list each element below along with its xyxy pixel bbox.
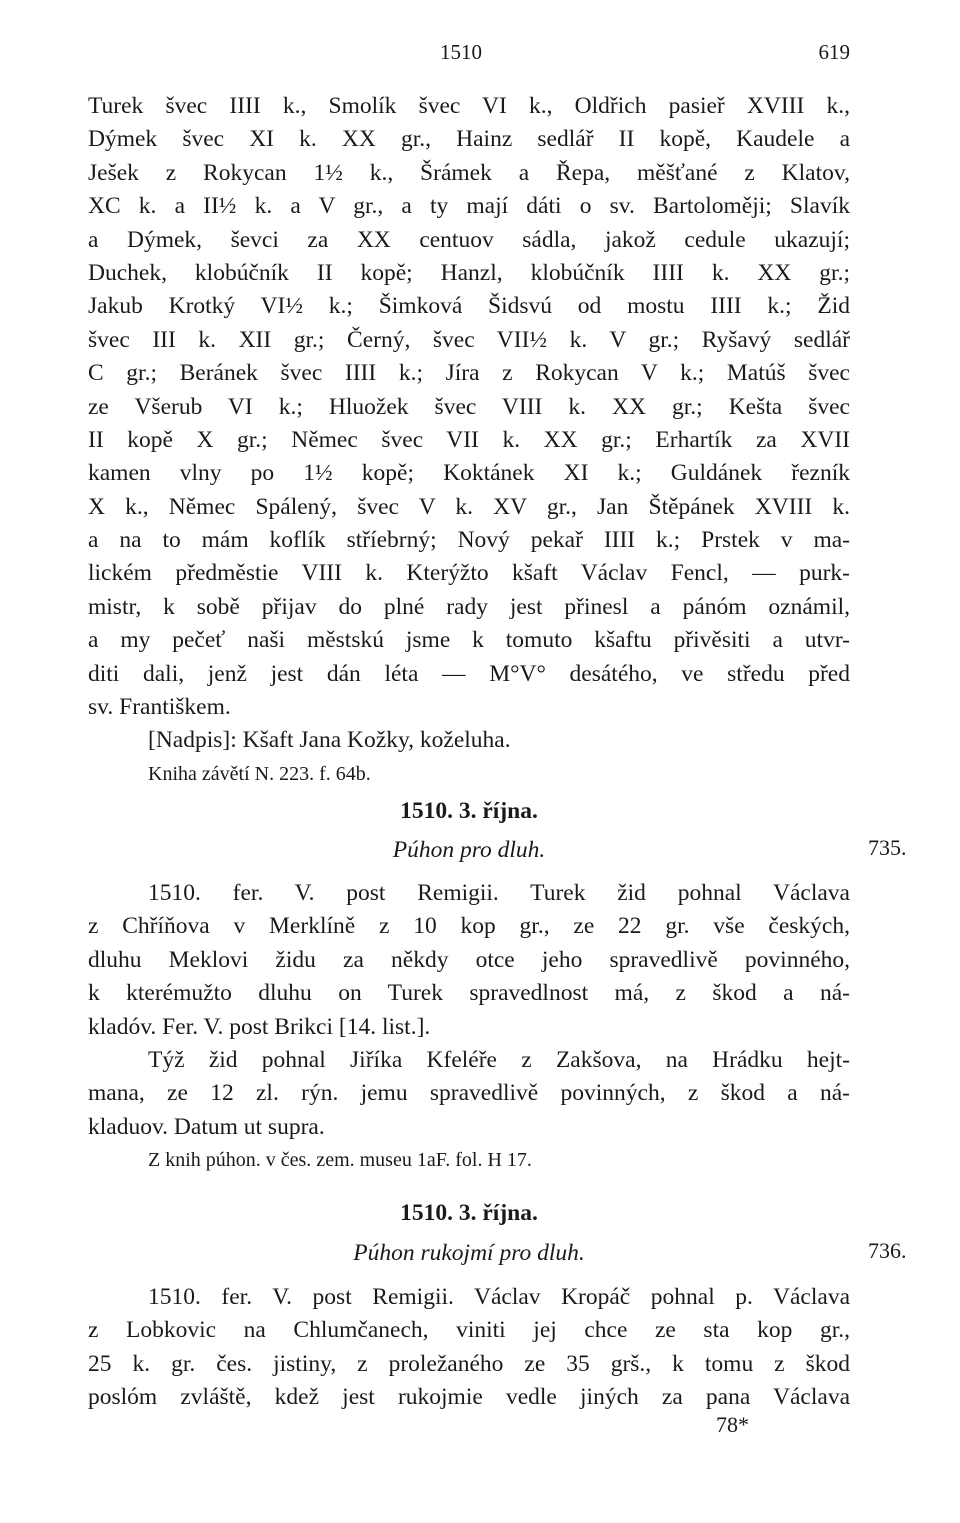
entry-735-number: 735. [868, 835, 907, 860]
text-line: Turek švec IIII k., Smolík švec VI k., Oldřich pasieř XVIII k., [88, 93, 850, 119]
text-line: sv. Františkem. [88, 694, 231, 721]
entry-date: 1510. 3. října. [400, 798, 538, 824]
entry-735-body [88, 877, 850, 1178]
entry-title: Púhon pro dluh. [392, 837, 546, 863]
text-line: a Dýmek, ševci za XX centuov sádla, jakož cedule ukazují; [88, 226, 850, 253]
text-line: 1510. fer. V. post Remigii. Turek žid pohnal Václava [148, 880, 850, 906]
text-line: kladuov. Datum ut supra. [88, 1113, 325, 1140]
running-head-year: 1510 [440, 40, 482, 64]
entry-title: Púhon rukojmí pro dluh. [353, 1240, 585, 1266]
text-line: švec III k. XII gr.; Černý, švec VII½ k. V gr.; Ryšavý sedlář [88, 326, 850, 353]
text-line: k kterémužto dluhu on Turek spravedlnost má, z škod a ná- [88, 980, 850, 1007]
text-line: z Lobkovic na Chlumčanech, viniti jej chce ze sta kop gr., [88, 1317, 850, 1344]
text-line: lickém předměstie VIII k. Kterýžto kšaft Václav Fencl, — purk- [88, 560, 850, 587]
text-line: poslóm zvláště, kdež jest rukojmie vedle jiných za pana Václava [88, 1384, 850, 1411]
entry-735-title [88, 834, 850, 867]
testament-paragraph [88, 90, 850, 791]
text-line: dluhu Meklovi židu za někdy otce jeho spravedlivě povinného, [88, 946, 850, 973]
text-line: 25 k. gr. čes. jistiny, z proležaného ze 35 grš., k tomu z škod [88, 1350, 850, 1377]
entry-736-number: 736. [868, 1238, 907, 1263]
source-citation: Z knih púhon. v čes. zem. museu 1aF. fol. H 17. [148, 1149, 532, 1172]
entry-date: 1510. 3. října. [400, 1200, 538, 1226]
text-line: kamen vlny po 1½ kopě; Koktánek XI k.; Guldánek řezník [88, 460, 850, 487]
text-line: mistr, k sobě přijav do plné rady jest přinesl a pánóm oznámil, [88, 593, 850, 620]
text-line: Dýmek švec XI k. XX gr., Hainz sedlář II kopě, Kaudele a [88, 126, 850, 153]
text-line: ze Všerub VI k.; Hluožek švec VIII k. XX gr.; Kešta švec [88, 393, 850, 420]
signature-mark: 78* [716, 1412, 749, 1437]
text-line: Duchek, klobúčník II kopě; Hanzl, klobúčník IIII k. XX gr.; [88, 259, 850, 286]
text-line: II kopě X gr.; Němec švec VII k. XX gr.; Erhartík za XVII [88, 426, 850, 453]
source-citation: Kniha závětí N. 223. f. 64b. [148, 762, 371, 785]
text-line: diti dali, jenž jest dán léta — M°V° desátého, ve středu před [88, 660, 850, 687]
text-line: Ješek z Rokycan 1½ k., Šrámek a Řepa, měšťané z Klatov, [88, 159, 850, 186]
entry-736-body [88, 1281, 850, 1415]
text-line: Týž žid pohnal Jiříka Kfeléře z Zakšova, na Hrádku hejt- [148, 1046, 850, 1073]
entry-736-title [88, 1237, 850, 1270]
text-line: a my pečeť naši městskú jsme k tomuto kšaftu přivěsiti a utvr- [88, 627, 850, 654]
text-line: C gr.; Beránek švec IIII k.; Jíra z Rokycan V k.; Matúš švec [88, 360, 850, 387]
text-line: kladóv. Fer. V. post Brikci [14. list.]. [88, 1013, 431, 1040]
text-line: mana, ze 12 zl. rýn. jemu spravedlivě povinných, z škod a ná- [88, 1080, 850, 1107]
entry-735-heading [88, 795, 850, 828]
entry-736-heading [88, 1197, 850, 1230]
text-line: a na to mám koflík stříebrný; Nový pekař IIII k.; Prstek v ma- [88, 527, 850, 554]
page-number: 619 [818, 40, 850, 64]
text-line: 1510. fer. V. post Remigii. Václav Kropáč pohnal p. Václava [148, 1284, 850, 1310]
running-head [0, 40, 960, 70]
text-line: z Chříňova v Merklíně z 10 kop gr., ze 22 gr. vše českých, [88, 913, 850, 940]
text-line: Jakub Krotký VI½ k.; Šimková Šidsvú od mostu IIII k.; Žid [88, 293, 850, 320]
nadpis-line: [Nadpis]: Kšaft Jana Kožky, koželuha. [148, 727, 511, 754]
text-line: X k., Němec Spálený, švec V k. XV gr., Jan Štěpánek XVIII k. [88, 493, 850, 520]
text-line: XC k. a II½ k. a V gr., a ty mají dáti o sv. Bartoloměji; Slavík [88, 193, 850, 220]
